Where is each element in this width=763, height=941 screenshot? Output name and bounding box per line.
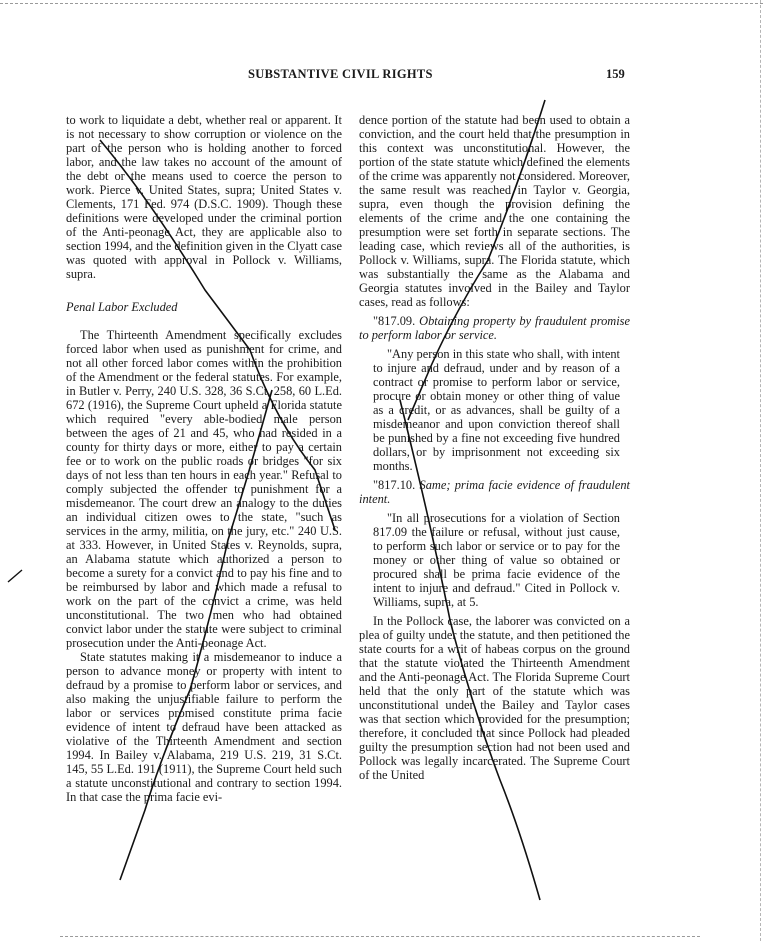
- left-column: [66, 113, 342, 804]
- statute-817-10-number: "817.10.: [373, 478, 416, 492]
- statute-817-10-title: Same; prima facie evidence of fraudulent intent.: [359, 478, 630, 506]
- scan-bottom-border: [60, 936, 700, 937]
- right-paragraph-1: dence portion of the statute had been used to obtain a conviction, and the court held that the presumption in this context was unconstitutional. However, the portion of the state statute which defined the elements of the crime was apparently not considered. Moreover, the same result was reached in Taylor v. Georgia, supra, even though the provision defining the elements of the crime and the one containing the presumption were set forth in separate sections. The leading case, which reviews all of the authorities, is Pollock v. Williams, supra. The Florida statute, which was substantially the same as the Alabama and Georgia statutes involved in the Bailey and Taylor cases, read as follows:: [359, 113, 630, 309]
- statute-817-10-quote: "In all prosecutions for a violation of Section 817.09 the failure or refusal, without just cause, to perform such labor or service or to pay for the money or other thing of value so obtained or procured shall be prima facie evidence of the intent to injure and defraud." Cited in Pollock v. Williams, supra, at 5.: [373, 511, 620, 609]
- right-column: [359, 113, 630, 782]
- section-heading-penal-labor: Penal Labor Excluded: [66, 300, 178, 314]
- left-paragraph-3: State statutes making it a misdemeanor to induce a person to advance money or property with intent to defraud by a promise to perform labor or services, and also making the unjustifiable failure to perform the labor or services promised constitute prima facie evidence of intent to defraud have been attacked as violative of the Thirteenth Amendment and section 1994. In Bailey v. Alabama, 219 U.S. 219, 31 S.Ct. 145, 55 L.Ed. 191 (1911), the Supreme Court held such a statute unconstitutional and contrary to section 1994. In that case the prima facie evi-: [66, 650, 342, 804]
- running-head: SUBSTANTIVE CIVIL RIGHTS: [248, 67, 433, 81]
- statute-817-09-title: Obtaining property by fraudulent promise to perform labor or service.: [359, 314, 630, 342]
- margin-tick-mark: [8, 570, 22, 582]
- statute-817-09-number: "817.09.: [373, 314, 416, 328]
- statute-817-09-quote: "Any person in this state who shall, with intent to injure and defraud, under and by reason of a contract or promise to perform labor or service, procure or obtain money or other thing of value as a credit, or as advances, shall be guilty of a misdemeanor and upon conviction thereof shall be punished by a fine not exceeding five hundred dollars, or by imprisonment not exceeding six months.: [373, 347, 620, 473]
- right-paragraph-2: In the Pollock case, the laborer was convicted on a plea of guilty under the statute, and then petitioned the state courts for a writ of habeas corpus on the ground that the statute violated the Thirteenth Amendment and the Anti-peonage Act. The Florida Supreme Court held that the only part of the statute which was unconstitutional under the Bailey and Taylor cases was that section which provided for the presumption; therefore, it concluded that since Pollock had pleaded guilty the presumption section had not been used and Pollock was legally incarcerated. The Supreme Court of the United: [359, 614, 630, 782]
- statute-817-10-heading: [359, 478, 630, 506]
- page-number: 159: [606, 67, 625, 81]
- left-paragraph-1: to work to liquidate a debt, whether real or apparent. It is not necessary to show corruption or violence on the part of the person who is holding another to forced labor, and the law takes no account of the amount of the debt or the means used to coerce the person to work. Pierce v. United States, supra; United States v. Clements, 171 Fed. 974 (D.S.C. 1909). Though these definitions were developed under the criminal portion of the Anti-peonage Act, they are applicable also to section 1994, and the definition given in the Clyatt case was quoted with approval in Pollock v. Williams, supra.: [66, 113, 342, 281]
- statute-817-09-heading: [359, 314, 630, 342]
- scan-right-border: [760, 0, 761, 941]
- scan-top-border: [0, 3, 763, 4]
- left-paragraph-2: The Thirteenth Amendment specifically excludes forced labor when used as punishment for crime, and not all other forced labor comes within the prohibition of the Amendment or the federal statutes. For example, in Butler v. Perry, 240 U.S. 328, 36 S.Ct. 258, 60 L.Ed. 672 (1916), the Supreme Court upheld a Florida statute which required "every able-bodied male person between the ages of 21 and 45, who had resided in a county for thirty days or more, either to pay a certain fee or to work on the public roads or bridges "for six days of not less than ten hours in each year." Refusal to comply subjected the offender to punishment for a misdemeanor. The court drew an analogy to the duties an individual citizen owes to the state, "such as services in the army, militia, on the jury, etc." 240 U.S. at 333. However, in United States v. Reynolds, supra, an Alabama statute which authorized a person to become a surety for a convict and to pay his fine and to be reimbursed by labor and which made a refusal to work on the part of the convict a crime, was held unconstitutional. The two men who had obtained convict labor under the statute were subject to criminal prosecution under the Anti-peonage Act.: [66, 328, 342, 650]
